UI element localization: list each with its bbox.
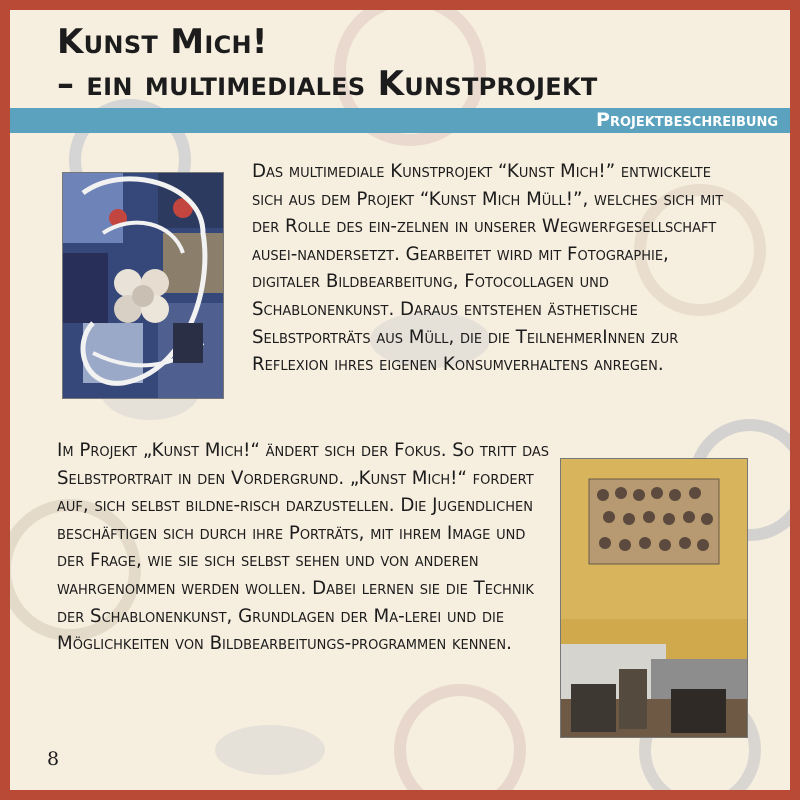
page-title-line-1: Kunst Mich!	[57, 22, 268, 62]
paragraph-intro: Das multimediale Kunstprojekt “Kunst Mich!” entwickelte sich aus dem Projekt “Kunst Mich Müll!”, welches sich mit der Rolle des ein-zelnen in unserer Wegwerfgesellschaft ausei-nandersetzt. Gearbeitet wird mit Fotographie, digitaler Bildbearbeitung, Fotocollagen und Schablonenkunst. Daraus entstehen ästhetische Selbstporträts aus Müll, die die TeilnehmerInnen zur Reflexion ihres eigenen Konsumverhaltens anregen.	[252, 161, 724, 376]
collage-artwork	[63, 173, 223, 398]
collage-image	[62, 172, 224, 399]
section-band	[10, 108, 790, 133]
section-label: Projektbeschreibung	[596, 109, 778, 131]
room-photo	[560, 458, 748, 738]
room-scene	[561, 459, 747, 737]
page-number: 8	[47, 748, 60, 770]
page-title-line-2: – ein multimediales Kunstprojekt	[57, 64, 598, 104]
page	[10, 10, 790, 790]
paragraph-focus: Im Projekt „Kunst Mich!“ ändert sich der Fokus. So tritt das Selbstportrait in den Vordergrund. „Kunst Mich!“ fordert auf, sich selbst bildne-risch darzustellen. Die Jugendlichen beschäftigen sich durch ihre Porträts, mit ihrem Image und der Frage, wie sie sich selbst sehen und von anderen wahrgenommen werden wollen. Dabei lernen sie die Technik der Schablonenkunst, Grundlagen der Ma-lerei und die Möglichkeiten von Bildbearbeitungs-programmen kennen.	[57, 440, 550, 655]
